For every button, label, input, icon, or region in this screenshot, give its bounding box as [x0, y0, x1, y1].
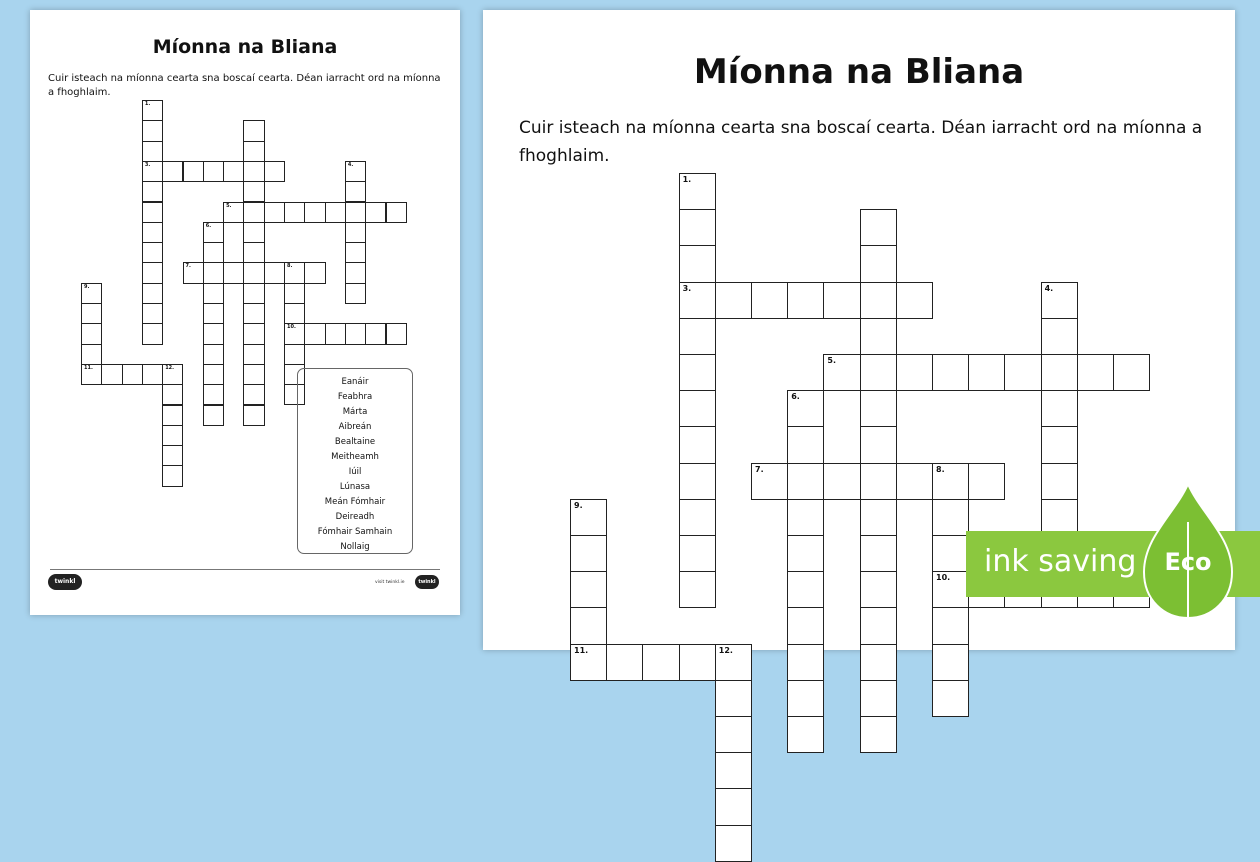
crossword-cell	[223, 202, 244, 223]
eco-word: Eco	[1164, 548, 1212, 576]
crossword-cell	[203, 384, 224, 405]
crossword-zoomed-cell	[679, 390, 716, 427]
crossword-cell	[284, 262, 305, 283]
clue-number: 7.	[755, 464, 764, 474]
crossword-cell	[243, 222, 264, 243]
crossword-cell	[81, 303, 102, 324]
crossword-cell	[162, 364, 183, 385]
crossword-zoomed-cell	[1004, 354, 1041, 391]
crossword-zoomed-cell	[860, 209, 897, 246]
worksheet-title-large: Míonna na Bliana	[693, 52, 1025, 92]
crossword-cell	[243, 303, 264, 324]
crossword-cell	[243, 120, 264, 141]
crossword-zoomed-cell	[860, 282, 897, 319]
crossword-cell	[284, 283, 305, 304]
crossword-zoomed-cell	[860, 499, 897, 536]
crossword-cell	[345, 323, 366, 344]
crossword-zoomed-cell	[1113, 354, 1150, 391]
brand-logo: twinkl	[48, 574, 82, 590]
crossword-cell	[142, 303, 163, 324]
word-bank-item: Deireadh	[335, 512, 375, 522]
word-bank-item: Nollaig	[340, 542, 370, 552]
crossword-zoomed-cell	[932, 680, 969, 717]
crossword-cell	[203, 303, 224, 324]
crossword-zoomed-cell	[570, 607, 607, 644]
crossword-zoomed-cell	[679, 644, 716, 681]
crossword-cell	[243, 283, 264, 304]
crossword-cell	[183, 262, 204, 283]
crossword-zoomed-cell	[860, 644, 897, 681]
crossword-cell	[142, 323, 163, 344]
crossword-zoomed-cell	[787, 607, 824, 644]
crossword-zoomed-cell	[860, 607, 897, 644]
crossword-zoomed-cell	[606, 644, 643, 681]
crossword-cell	[243, 141, 264, 162]
crossword-zoomed-cell	[1041, 463, 1078, 500]
crossword-zoomed-cell	[823, 282, 860, 319]
crossword-cell	[304, 323, 325, 344]
crossword-cell	[183, 161, 204, 182]
crossword-zoomed-cell	[715, 752, 752, 789]
clue-number: 3.	[144, 161, 151, 168]
crossword-zoomed-cell	[787, 426, 824, 463]
crossword-zoomed-cell	[1041, 426, 1078, 463]
crossword-cell	[243, 405, 264, 426]
clue-number: 10.	[936, 573, 951, 583]
clue-number: 7.	[185, 263, 191, 270]
crossword-cell	[162, 405, 183, 426]
crossword-cell	[264, 161, 285, 182]
crossword-cell	[81, 364, 102, 385]
crossword-cell	[243, 161, 264, 182]
clue-number: 4.	[1044, 283, 1054, 293]
crossword-cell	[203, 222, 224, 243]
crossword-zoomed-cell	[679, 209, 716, 246]
crossword-zoomed-cell	[823, 463, 860, 500]
crossword-zoomed-cell	[787, 571, 824, 608]
word-bank-item: Lúnasa	[339, 482, 371, 492]
word-bank-item: Bealtaine	[334, 437, 376, 447]
crossword-zoomed-cell	[679, 535, 716, 572]
crossword-zoomed-cell	[787, 644, 824, 681]
crossword-cell	[142, 222, 163, 243]
crossword-cell	[223, 262, 244, 283]
crossword-zoomed-cell	[715, 825, 752, 862]
crossword-zoomed-cell	[787, 282, 824, 319]
crossword-zoomed-cell	[860, 426, 897, 463]
crossword-zoomed-cell	[860, 716, 897, 753]
crossword-cell	[81, 283, 102, 304]
crossword-zoomed-cell	[751, 282, 788, 319]
crossword-cell	[264, 202, 285, 223]
crossword-cell	[345, 242, 366, 263]
clue-number: 4.	[347, 161, 354, 168]
crossword-zoomed-cell	[679, 282, 716, 319]
crossword-zoomed-cell	[860, 571, 897, 608]
crossword-cell	[345, 283, 366, 304]
crossword-cell	[365, 323, 386, 344]
crossword-zoomed-cell	[715, 680, 752, 717]
clue-number: 12.	[718, 645, 733, 655]
crossword-cell	[243, 262, 264, 283]
crossword-cell	[243, 323, 264, 344]
crossword-cell	[142, 181, 163, 202]
crossword-cell	[345, 202, 366, 223]
word-bank-item: Meitheamh	[331, 452, 379, 462]
crossword-zoomed-cell	[896, 354, 933, 391]
visit-text: visit twinkl.ie	[375, 580, 405, 585]
crossword-cell	[162, 161, 183, 182]
crossword-cell	[386, 323, 407, 344]
word-bank-item: Iúil	[348, 467, 362, 477]
crossword-zoomed-cell	[787, 535, 824, 572]
crossword-cell	[345, 262, 366, 283]
crossword-cell	[243, 242, 264, 263]
crossword-cell	[284, 323, 305, 344]
crossword-zoomed-cell	[715, 282, 752, 319]
crossword-cell	[142, 364, 163, 385]
crossword-zoomed-cell	[715, 644, 752, 681]
crossword-zoomed-cell	[968, 463, 1005, 500]
crossword-cell	[203, 242, 224, 263]
crossword-zoomed-cell	[860, 535, 897, 572]
crossword-cell	[203, 283, 224, 304]
crossword-zoomed-cell	[570, 644, 607, 681]
clue-number: 9.	[84, 283, 90, 290]
crossword-zoomed-cell	[968, 354, 1005, 391]
clue-number: 12.	[165, 364, 175, 371]
crossword-cell	[142, 242, 163, 263]
crossword-cell	[284, 303, 305, 324]
crossword-zoomed-cell	[896, 463, 933, 500]
crossword-zoomed-cell	[787, 499, 824, 536]
word-bank-item: Eanáir	[341, 377, 369, 387]
crossword-cell	[203, 262, 224, 283]
crossword-zoomed-cell	[787, 716, 824, 753]
crossword-cell	[162, 445, 183, 466]
clue-number: 8.	[287, 263, 293, 270]
crossword-cell	[142, 283, 163, 304]
crossword-cell	[345, 222, 366, 243]
crossword-cell	[142, 141, 163, 162]
crossword-cell	[365, 202, 386, 223]
worksheet-instructions-large: Cuir isteach na míonna cearta sna boscaí cearta. Déan iarracht ord na míonna a fhoghlaim.	[519, 118, 1203, 166]
crossword-zoomed-cell	[679, 354, 716, 391]
crossword-zoomed-cell	[860, 245, 897, 282]
crossword-cell	[101, 364, 122, 385]
crossword-zoomed-cell	[932, 499, 969, 536]
brand-logo-small: twinkl	[415, 575, 439, 589]
worksheet-thumbnail	[30, 10, 460, 615]
crossword-cell	[142, 262, 163, 283]
crossword-cell	[345, 181, 366, 202]
footer-divider	[50, 569, 440, 570]
crossword-cell	[81, 323, 102, 344]
crossword-zoomed-cell	[932, 607, 969, 644]
crossword-cell	[243, 384, 264, 405]
crossword-cell	[223, 161, 244, 182]
crossword-zoomed-cell	[1077, 354, 1114, 391]
crossword-cell	[142, 120, 163, 141]
crossword-cell	[243, 181, 264, 202]
crossword-zoomed-cell	[787, 463, 824, 500]
crossword-zoomed-cell	[642, 644, 679, 681]
clue-number: 5.	[827, 356, 836, 365]
crossword-cell	[203, 161, 224, 182]
crossword-zoomed-cell	[1041, 318, 1078, 355]
crossword-cell	[162, 384, 183, 405]
crossword-cell	[243, 364, 264, 385]
crossword-zoomed-cell	[570, 535, 607, 572]
crossword-zoomed-cell	[679, 499, 716, 536]
crossword-zoomed-cell	[1041, 354, 1078, 391]
crossword-zoomed-cell	[679, 173, 716, 210]
crossword-cell	[142, 100, 163, 121]
crossword-cell	[142, 161, 163, 182]
crossword-cell	[81, 344, 102, 365]
crossword-cell	[345, 161, 366, 182]
crossword-zoomed-cell	[932, 571, 969, 608]
crossword-zoomed-cell	[860, 354, 897, 391]
crossword-cell	[203, 364, 224, 385]
crossword-cell	[243, 344, 264, 365]
crossword-cell	[284, 344, 305, 365]
word-bank-item: Meán Fómhair	[324, 497, 386, 507]
crossword-zoomed-cell	[823, 354, 860, 391]
crossword-zoomed-cell	[932, 463, 969, 500]
crossword-zoomed-cell	[570, 499, 607, 536]
word-bank-item: Feabhra	[337, 392, 373, 402]
crossword-cell	[264, 262, 285, 283]
crossword-cell	[386, 202, 407, 223]
crossword-cell	[142, 202, 163, 223]
clue-number: 10.	[287, 324, 296, 331]
word-bank	[297, 368, 413, 554]
crossword-zoomed-cell	[715, 788, 752, 825]
crossword-zoomed-cell	[679, 245, 716, 282]
crossword-cell	[122, 364, 143, 385]
clue-number: 1.	[144, 101, 151, 107]
crossword-zoomed-cell	[1041, 282, 1078, 319]
crossword-zoomed-cell	[860, 680, 897, 717]
crossword-zoomed-cell	[896, 282, 933, 319]
crossword-cell	[203, 323, 224, 344]
crossword-zoomed-cell	[679, 571, 716, 608]
crossword-zoomed-cell	[787, 680, 824, 717]
crossword-zoomed-cell	[679, 426, 716, 463]
clue-number: 6.	[205, 222, 212, 229]
ink-saving-label: ink saving	[984, 544, 1137, 579]
crossword-cell	[203, 405, 224, 426]
crossword-cell	[243, 202, 264, 223]
crossword-zoomed-cell	[932, 354, 969, 391]
crossword-cell	[203, 344, 224, 365]
crossword-zoomed-cell	[860, 390, 897, 427]
crossword-zoomed-cell	[860, 463, 897, 500]
crossword-zoomed-cell	[715, 716, 752, 753]
clue-number: 11.	[84, 364, 93, 371]
clue-number: 5.	[226, 202, 232, 209]
worksheet-instructions: Cuir isteach na míonna cearta sna boscaí cearta. Déan iarracht ord na míonna a fhoghlaim.	[48, 73, 441, 98]
crossword-zoomed-cell	[679, 318, 716, 355]
word-bank-item: Aibreán	[338, 422, 372, 432]
clue-number: 9.	[574, 500, 583, 510]
crossword-zoomed-cell	[787, 390, 824, 427]
word-bank-item: Márta	[342, 407, 368, 417]
word-bank-item: Fómhair Samhain	[317, 527, 393, 537]
crossword-zoomed-cell	[570, 571, 607, 608]
crossword-zoomed-cell	[932, 535, 969, 572]
crossword-cell	[304, 202, 325, 223]
crossword-zoomed-cell	[932, 644, 969, 681]
crossword-cell	[284, 202, 305, 223]
crossword-zoomed-cell	[860, 318, 897, 355]
crossword-cell	[162, 465, 183, 486]
crossword-cell	[162, 425, 183, 446]
crossword-zoomed-cell	[679, 463, 716, 500]
worksheet-title: Míonna na Bliana	[152, 36, 338, 58]
clue-number: 8.	[936, 464, 945, 474]
crossword-cell	[325, 202, 346, 223]
clue-number: 6.	[791, 392, 800, 402]
clue-number: 3.	[682, 283, 692, 293]
crossword-cell	[325, 323, 346, 344]
clue-number: 1.	[682, 175, 692, 184]
crossword-zoomed-cell	[1041, 390, 1078, 427]
clue-number: 11.	[574, 645, 589, 655]
crossword-zoomed-cell	[751, 463, 788, 500]
crossword-cell	[304, 262, 325, 283]
